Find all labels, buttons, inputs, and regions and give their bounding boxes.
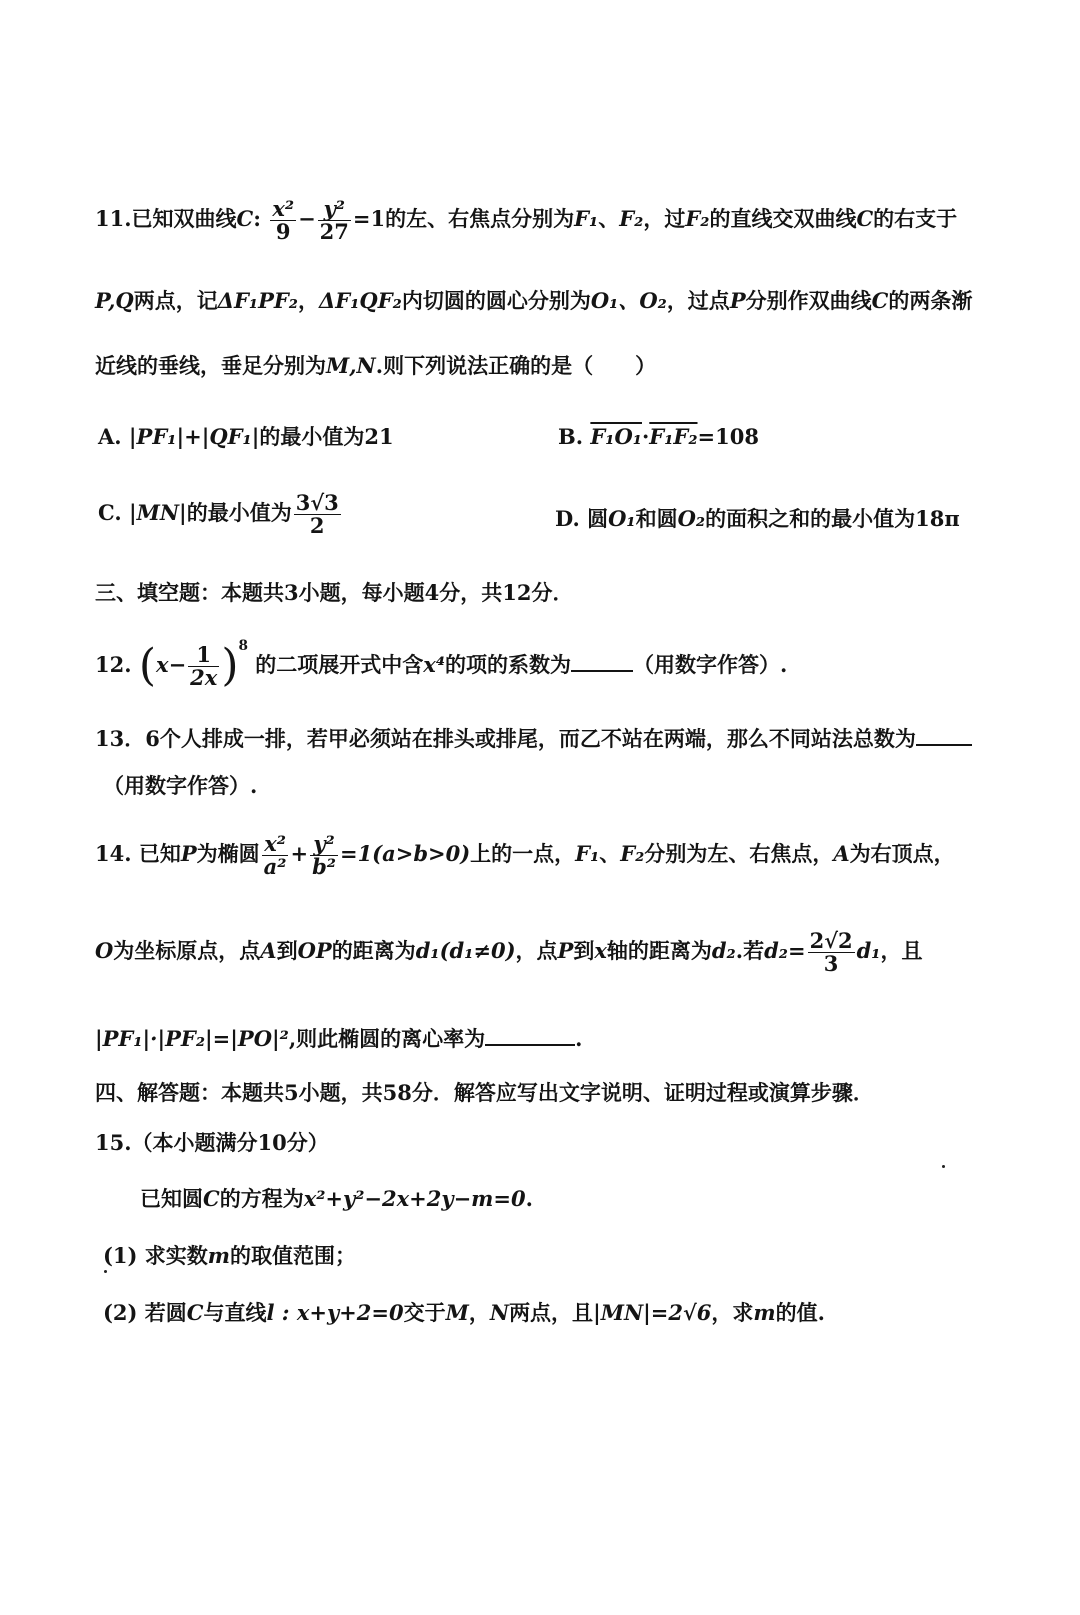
q11-frac-y bbox=[318, 198, 351, 243]
q14-d1b: d₁ bbox=[856, 938, 881, 964]
option-d-o1: O₁ bbox=[608, 506, 636, 531]
q11-l2-text-1: 两点，记 bbox=[133, 288, 218, 313]
q15-p2-comma: ， bbox=[468, 1300, 490, 1325]
q11-l2-text-4: 分别作双曲线 bbox=[745, 288, 872, 313]
q12-left-paren: ( bbox=[138, 640, 157, 692]
q14-f2: F₂ bbox=[620, 841, 645, 867]
q14-frac-y bbox=[310, 833, 338, 878]
option-c bbox=[98, 492, 343, 537]
q14-l2-a: A bbox=[260, 938, 277, 964]
q11-line-1 bbox=[95, 198, 957, 243]
option-b-vector-1: F₁O₁ bbox=[590, 424, 642, 449]
q11-eq1: =1 bbox=[352, 206, 386, 232]
q11-frac-x-den: 9 bbox=[270, 220, 296, 243]
q14-text-5: 为右顶点， bbox=[849, 841, 955, 867]
q11-pq: P,Q bbox=[95, 288, 134, 313]
q11-frac-y-den: 27 bbox=[319, 219, 349, 245]
q13-text: 13．6个人排成一排，若甲必须站在排头或排尾，而乙不站在两端，那么不同站法总数为 bbox=[95, 726, 916, 751]
q14-sep: 、 bbox=[599, 841, 621, 867]
q15-text-1: 已知圆 bbox=[140, 1186, 203, 1211]
q11-l3-text-2: .则下列说法正确的是（ ） bbox=[375, 353, 657, 378]
q11-l2-text-3: ，过点 bbox=[666, 288, 730, 313]
q14-l2-eq: = bbox=[787, 938, 806, 964]
q15-p2-text-2: 与直线 bbox=[203, 1300, 267, 1325]
q14-l3-text: ,则此椭圆的离心率为 bbox=[288, 1026, 486, 1051]
q13-line-2: （用数字作答）. bbox=[103, 773, 258, 798]
q11-l3-text-1: 近线的垂线，垂足分别为 bbox=[95, 353, 326, 378]
q11-f2: F₂ bbox=[619, 206, 644, 232]
q11-l2-p: P bbox=[729, 288, 746, 313]
q11-f2b: F₂ bbox=[685, 206, 710, 232]
option-c-label: C. bbox=[98, 500, 122, 526]
q11-text-3: ，过 bbox=[643, 206, 686, 232]
q15-p2-mn: |MN|=2√6 bbox=[593, 1300, 712, 1325]
q14-l2-text-5: 到 bbox=[573, 938, 595, 964]
q15-part-1 bbox=[103, 1243, 356, 1268]
q12-exponent: 8 bbox=[238, 638, 248, 654]
q14-line-2 bbox=[95, 930, 923, 975]
q15-end: . bbox=[525, 1186, 533, 1211]
q14-frac-x-num: x² bbox=[264, 831, 286, 856]
q14-f1: F₁ bbox=[575, 841, 600, 867]
q11-mn: M,N bbox=[326, 353, 376, 378]
q15-p2-text-5: ，求 bbox=[711, 1300, 754, 1325]
q11-c2: C bbox=[856, 206, 874, 232]
q14-l3-end: . bbox=[575, 1026, 583, 1051]
option-b bbox=[558, 424, 759, 449]
q11-l2-c: C bbox=[871, 288, 889, 313]
q13-line-1 bbox=[95, 726, 972, 751]
option-c-frac-num: 3√3 bbox=[295, 490, 339, 515]
q14-d2b: d₂ bbox=[764, 938, 788, 964]
option-d-o2: O₂ bbox=[677, 506, 706, 531]
q14-text-3: 上的一点， bbox=[470, 841, 576, 867]
q12-right-paren: ) bbox=[221, 640, 239, 692]
scan-speck bbox=[104, 1270, 107, 1273]
q15-p1-text-1: (1) 求实数 bbox=[103, 1243, 208, 1268]
q14-l2-text-2: 到 bbox=[276, 938, 298, 964]
q14-line-3 bbox=[95, 1026, 582, 1051]
q14-l2-text-3: 的距离为 bbox=[331, 938, 416, 964]
q14-text-1: 已知 bbox=[138, 841, 181, 867]
q11-frac-y-num: y² bbox=[323, 196, 345, 221]
q14-l2-frac-den: 3 bbox=[808, 952, 855, 975]
q12-text-3: （用数字作答）. bbox=[633, 652, 788, 677]
option-d-text-2: 和圆 bbox=[635, 506, 678, 531]
option-b-vector-2: F₁F₂ bbox=[649, 424, 698, 449]
section-3-heading: 三、填空题：本题共3小题，每小题4分，共12分． bbox=[95, 580, 574, 605]
q11-text-1: 已知双曲线 bbox=[131, 206, 237, 232]
option-b-label: B. bbox=[558, 424, 584, 449]
q15-line-1 bbox=[140, 1186, 533, 1211]
q14-d2: d₂ bbox=[711, 938, 736, 964]
q11-f1: F₁ bbox=[574, 206, 599, 232]
q14-text-2: 为椭圆 bbox=[196, 841, 260, 867]
q14-l2-text-8: ，且 bbox=[880, 938, 923, 964]
q12 bbox=[95, 638, 787, 693]
q12-text-1: 的二项展开式中含 bbox=[255, 652, 424, 677]
q14-number: 14. bbox=[95, 841, 132, 867]
q11-text-4: 的直线交双曲线 bbox=[709, 206, 857, 232]
q14-p: P bbox=[180, 841, 197, 867]
scan-speck bbox=[942, 1165, 945, 1168]
q12-frac bbox=[188, 641, 219, 690]
q11-frac-x-num: x² bbox=[272, 196, 295, 221]
q15-p1-text-2: 的取值范围； bbox=[230, 1243, 357, 1268]
q15-p1-m: m bbox=[207, 1243, 231, 1268]
q15-c: C bbox=[203, 1186, 220, 1211]
option-b-dot: · bbox=[641, 424, 650, 449]
q14-d1-condition: (d₁≠0) bbox=[439, 938, 516, 964]
q14-l2-text-4: ，点 bbox=[515, 938, 558, 964]
q14-l2-text-7: .若 bbox=[735, 938, 765, 964]
q14-frac-y-den: b² bbox=[312, 854, 336, 880]
q11-triangle-1: ΔF₁PF₂ bbox=[217, 288, 299, 313]
q15-p2-text-4: 两点，且 bbox=[509, 1300, 594, 1325]
q14-l2-frac bbox=[808, 930, 855, 975]
q15-p2-m: M bbox=[445, 1300, 469, 1325]
q14-plus: + bbox=[290, 841, 309, 867]
option-b-eq: =108 bbox=[697, 424, 759, 449]
option-d-label: D. bbox=[555, 506, 580, 531]
q14-d1: d₁ bbox=[415, 938, 440, 964]
q12-text-2: 的项的系数为 bbox=[445, 652, 572, 677]
q11-triangle-2: ΔF₁QF₂ bbox=[319, 288, 402, 313]
q15-p2-mm: m bbox=[753, 1300, 776, 1325]
option-c-text: 的最小值为 bbox=[186, 500, 292, 526]
q11-c: C bbox=[236, 206, 254, 232]
option-a-text: 的最小值为21 bbox=[259, 424, 394, 449]
q11-l2-comma: ， bbox=[298, 288, 320, 313]
q11-l2-text-5: 的两条渐 bbox=[888, 288, 973, 313]
q14-answer-blank bbox=[485, 1044, 575, 1046]
option-d-text-3: 的面积之和的最小值为18π bbox=[705, 506, 960, 531]
q11-text-5: 的右支于 bbox=[873, 206, 958, 232]
q12-frac-den: 2x bbox=[190, 665, 218, 690]
q15-p2-text-3: 交于 bbox=[403, 1300, 446, 1325]
q12-x4: x⁴ bbox=[423, 652, 446, 677]
q14-l3-expr: |PF₁|·|PF₂|=|PO|² bbox=[95, 1026, 289, 1051]
q11-minus: − bbox=[298, 206, 316, 232]
option-a bbox=[98, 424, 394, 449]
option-c-expr: |MN| bbox=[128, 500, 187, 526]
q15-part-2 bbox=[103, 1300, 825, 1325]
q14-o: O bbox=[95, 938, 114, 964]
q11-centers: O₁、O₂ bbox=[590, 288, 667, 313]
q15-p2-text-6: 的值. bbox=[775, 1300, 825, 1325]
q14-l2-text-6: 轴的距离为 bbox=[606, 938, 712, 964]
q11-text-2: 的左、右焦点分别为 bbox=[385, 206, 575, 232]
q12-number: 12. bbox=[95, 652, 132, 677]
q11-number: 11. bbox=[95, 206, 132, 232]
q14-a: A bbox=[833, 841, 850, 867]
q14-l2-p: P bbox=[557, 938, 574, 964]
section-4-heading: 四、解答题：本题共5小题，共58分．解答应写出文字说明、证明过程或演算步骤． bbox=[95, 1080, 874, 1105]
q14-line-1 bbox=[95, 833, 955, 878]
q15-p2-c: C bbox=[186, 1300, 204, 1325]
q11-l2-text-2: 内切圆的圆心分别为 bbox=[401, 288, 591, 313]
option-a-label: A. bbox=[98, 424, 122, 449]
option-c-frac-den: 2 bbox=[294, 514, 341, 537]
q15-p2-text-1: (2) 若圆 bbox=[103, 1300, 187, 1325]
q11-sep: 、 bbox=[598, 206, 620, 232]
option-d-text-1: 圆 bbox=[587, 506, 609, 531]
q15-equation: x²+y²−2x+2y−m=0 bbox=[303, 1186, 526, 1211]
option-a-expr: |PF₁|+|QF₁| bbox=[128, 424, 260, 449]
q12-minus: − bbox=[168, 652, 187, 677]
q13-answer-blank bbox=[916, 744, 972, 746]
q15-p2-line: l : x+y+2=0 bbox=[266, 1300, 404, 1325]
q14-l2-text-1: 为坐标原点，点 bbox=[113, 938, 261, 964]
q12-frac-num: 1 bbox=[196, 641, 212, 667]
q14-frac-x-den: a² bbox=[263, 854, 287, 880]
q11-frac-x bbox=[270, 198, 296, 243]
q14-l2-frac-num: 2√2 bbox=[809, 928, 853, 953]
q14-l2-x: x bbox=[594, 938, 607, 964]
q14-condition: =1(a>b>0) bbox=[339, 841, 471, 867]
q15-heading: 15.（本小题满分10分） bbox=[95, 1130, 329, 1155]
q11-colon: : bbox=[253, 206, 262, 232]
q14-op: OP bbox=[297, 938, 332, 964]
option-c-frac bbox=[294, 492, 341, 537]
q14-frac-y-num: y² bbox=[313, 831, 335, 856]
option-d bbox=[555, 506, 960, 531]
q12-x: x bbox=[156, 652, 169, 677]
q11-line-2 bbox=[95, 288, 972, 313]
q15-text-2: 的方程为 bbox=[219, 1186, 304, 1211]
q15-p2-n: N bbox=[489, 1300, 510, 1325]
q14-frac-x bbox=[262, 833, 289, 878]
q12-answer-blank bbox=[571, 670, 633, 672]
q11-line-3 bbox=[95, 353, 656, 378]
q14-text-4: 分别为左、右焦点， bbox=[644, 841, 834, 867]
